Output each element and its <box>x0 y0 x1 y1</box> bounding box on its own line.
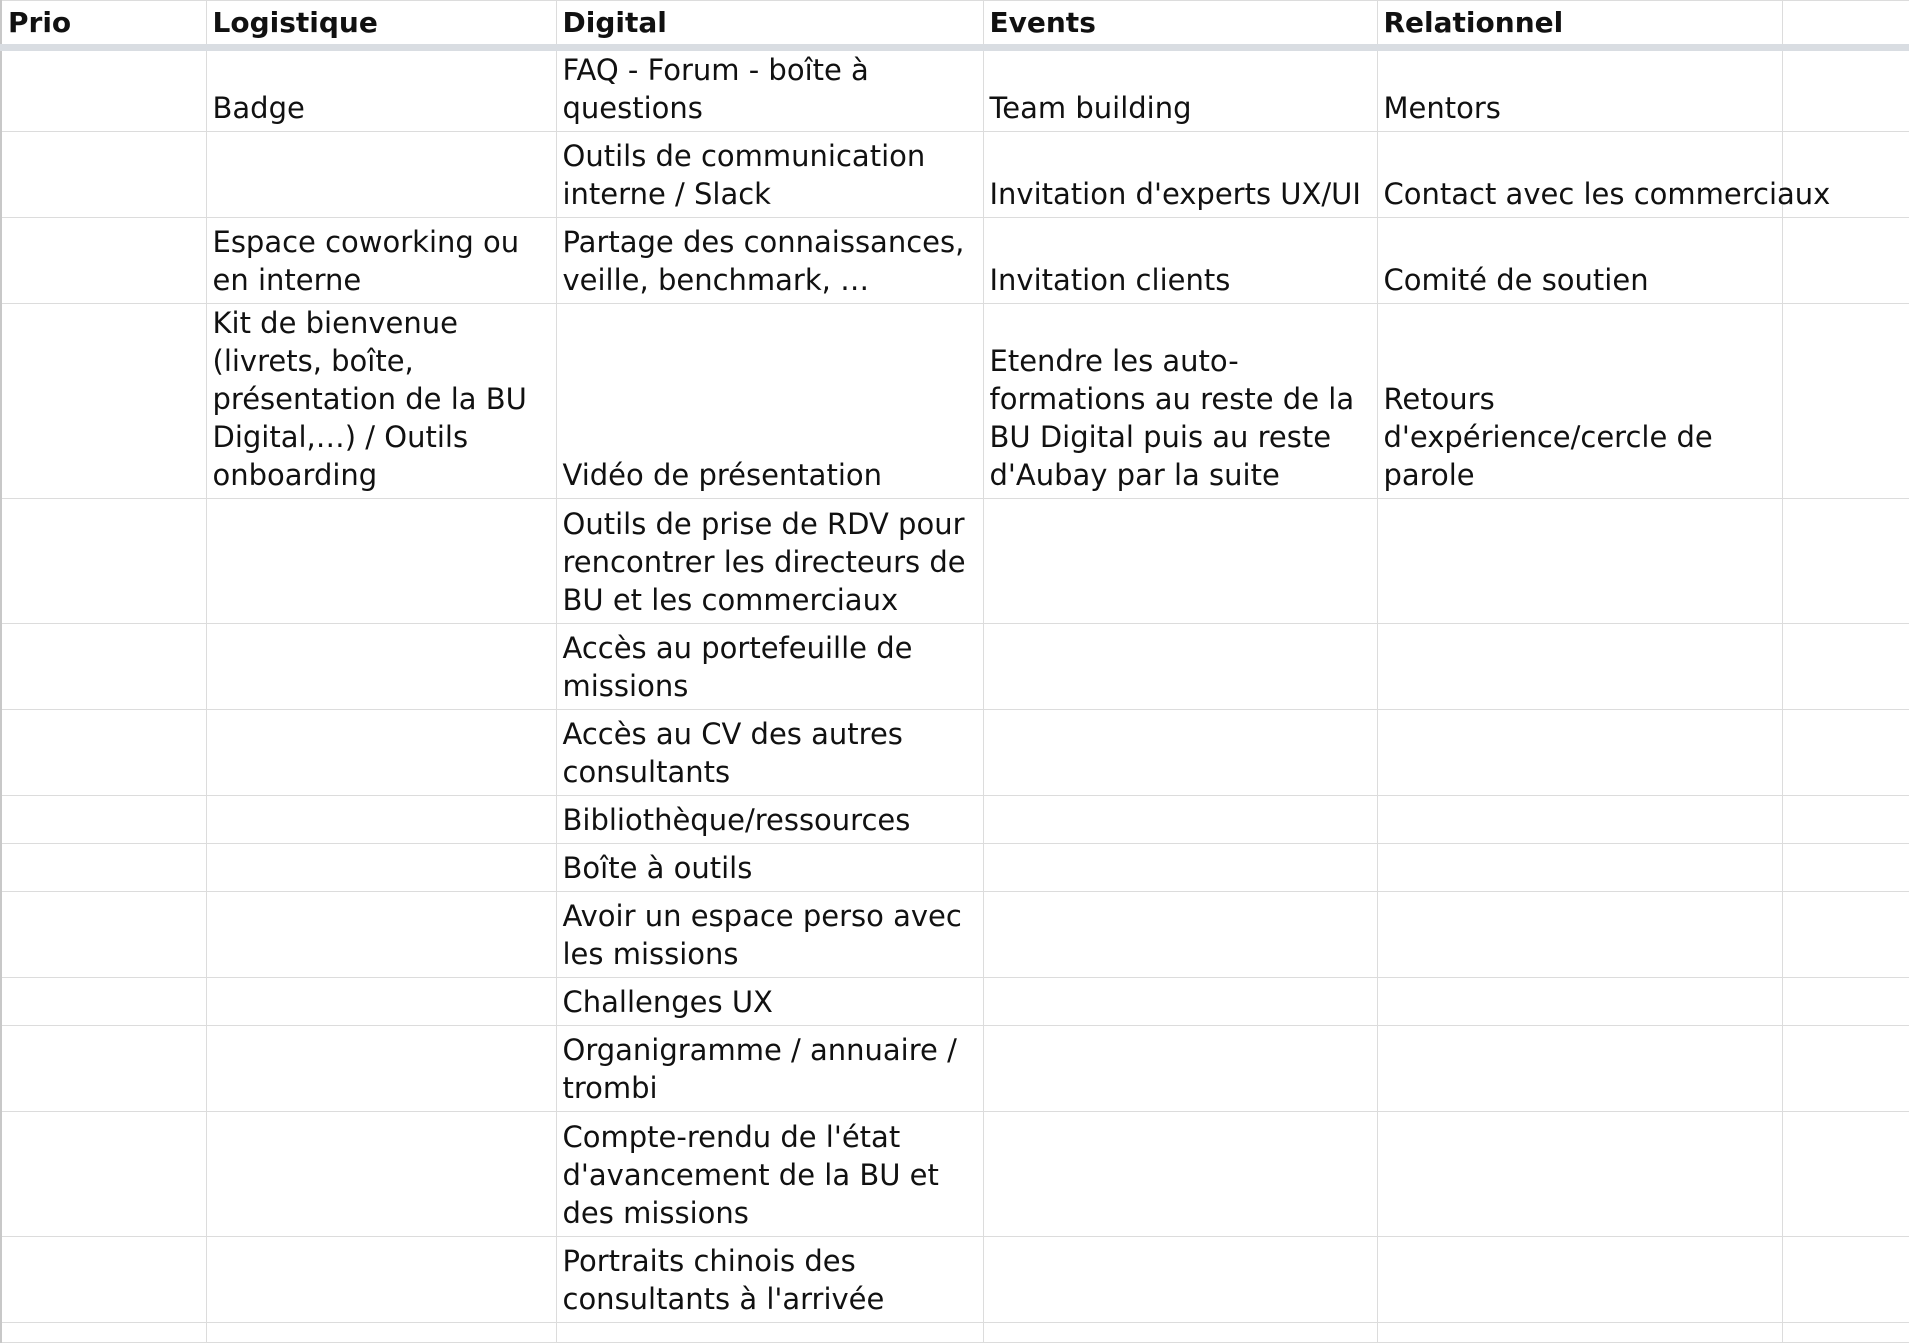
table-cell[interactable] <box>1377 844 1782 892</box>
table-cell[interactable] <box>1782 1323 1909 1343</box>
table-cell[interactable] <box>1377 1112 1782 1237</box>
table-cell[interactable] <box>1377 1237 1782 1323</box>
table-row <box>1 624 1909 710</box>
table-cell[interactable]: Espace coworking ou en interne <box>206 218 556 304</box>
table-cell[interactable]: Team building <box>983 48 1377 132</box>
table-cell[interactable] <box>206 1026 556 1112</box>
table-cell[interactable] <box>1377 710 1782 796</box>
table-cell[interactable] <box>1 304 206 499</box>
table-cell[interactable]: Challenges UX <box>556 978 983 1026</box>
table-row <box>1 892 1909 978</box>
table-cell[interactable] <box>1 499 206 624</box>
table-cell[interactable] <box>1377 796 1782 844</box>
table-cell[interactable] <box>1 978 206 1026</box>
table-cell[interactable] <box>983 499 1377 624</box>
table-cell[interactable] <box>1 624 206 710</box>
table-cell[interactable] <box>1 1026 206 1112</box>
table-cell[interactable] <box>983 624 1377 710</box>
table-cell[interactable] <box>206 1112 556 1237</box>
table-row <box>1 132 1909 218</box>
table-cell[interactable] <box>1 48 206 132</box>
table-cell[interactable]: Accès au portefeuille de missions <box>556 624 983 710</box>
header-row <box>1 1 1909 48</box>
table-cell[interactable] <box>1377 1323 1782 1343</box>
table-cell[interactable]: Vidéo de présentation <box>556 304 983 499</box>
table-cell[interactable] <box>983 1237 1377 1323</box>
table-cell[interactable] <box>206 892 556 978</box>
table-cell[interactable]: Portraits chinois des consultants à l'arrivée <box>556 1237 983 1323</box>
table-cell[interactable] <box>983 892 1377 978</box>
table-row <box>1 844 1909 892</box>
table-cell[interactable]: Comité de soutien <box>1377 218 1782 304</box>
table-cell[interactable] <box>983 710 1377 796</box>
table-cell[interactable] <box>1782 218 1909 304</box>
header-cell-logistique[interactable]: Logistique <box>206 1 556 48</box>
table-cell[interactable] <box>1 1237 206 1323</box>
table-row <box>1 978 1909 1026</box>
table-cell[interactable] <box>206 978 556 1026</box>
table-cell[interactable] <box>983 796 1377 844</box>
table-cell[interactable]: Retours d'expérience/cercle de parole <box>1377 304 1782 499</box>
table-cell[interactable] <box>1377 1026 1782 1112</box>
table-cell[interactable] <box>1782 48 1909 132</box>
table-cell[interactable] <box>1782 1026 1909 1112</box>
table-cell[interactable] <box>1 892 206 978</box>
table-cell[interactable]: Mentors <box>1377 48 1782 132</box>
table-cell[interactable]: Kit de bienvenue (livrets, boîte, présentation de la BU Digital,…) / Outils onboarding <box>206 304 556 499</box>
table-cell[interactable] <box>1782 978 1909 1026</box>
table-cell[interactable]: Partage des connaissances, veille, benchmark, … <box>556 218 983 304</box>
table-cell[interactable]: Contact avec les commerciaux <box>1377 132 1782 218</box>
table-cell[interactable] <box>206 499 556 624</box>
header-cell-events[interactable]: Events <box>983 1 1377 48</box>
table-cell[interactable]: Bibliothèque/ressources <box>556 796 983 844</box>
table-cell[interactable] <box>206 796 556 844</box>
table-cell[interactable] <box>1782 499 1909 624</box>
table-row <box>1 1237 1909 1323</box>
table-row <box>1 218 1909 304</box>
grid-body <box>1 48 1909 1343</box>
table-cell[interactable] <box>1377 892 1782 978</box>
table-cell[interactable]: Organigramme / annuaire / trombi <box>556 1026 983 1112</box>
header-cell-prio[interactable]: Prio <box>1 1 206 48</box>
table-row <box>1 1112 1909 1237</box>
table-cell[interactable] <box>206 132 556 218</box>
table-cell[interactable] <box>983 844 1377 892</box>
table-cell[interactable] <box>1 1112 206 1237</box>
table-row <box>1 499 1909 624</box>
header-cell-relationnel[interactable]: Relationnel <box>1377 1 1782 48</box>
table-cell[interactable] <box>1377 624 1782 710</box>
table-cell[interactable] <box>1782 796 1909 844</box>
table-cell[interactable] <box>1 1323 206 1343</box>
table-cell[interactable] <box>206 1323 556 1343</box>
table-cell[interactable] <box>1 132 206 218</box>
header-cell-digital[interactable]: Digital <box>556 1 983 48</box>
table-cell[interactable] <box>1782 710 1909 796</box>
table-cell[interactable] <box>206 1237 556 1323</box>
table-row <box>1 48 1909 132</box>
table-cell[interactable]: Outils de communication interne / Slack <box>556 132 983 218</box>
table-cell[interactable] <box>983 978 1377 1026</box>
table-cell[interactable] <box>1782 892 1909 978</box>
table-cell[interactable]: Accès au CV des autres consultants <box>556 710 983 796</box>
table-cell[interactable] <box>983 1112 1377 1237</box>
table-cell[interactable] <box>206 624 556 710</box>
table-cell[interactable]: FAQ - Forum - boîte à questions <box>556 48 983 132</box>
table-cell[interactable] <box>1 218 206 304</box>
table-cell[interactable] <box>1782 624 1909 710</box>
table-cell[interactable] <box>1782 844 1909 892</box>
table-cell[interactable] <box>983 1323 1377 1343</box>
table-cell[interactable] <box>1 796 206 844</box>
table-row <box>1 304 1909 499</box>
table-cell[interactable]: Avoir un espace perso avec les missions <box>556 892 983 978</box>
table-cell[interactable]: Compte-rendu de l'état d'avancement de la BU et des missions <box>556 1112 983 1237</box>
table-cell[interactable] <box>206 844 556 892</box>
table-row <box>1 1323 1909 1343</box>
table-cell[interactable] <box>1 844 206 892</box>
table-cell[interactable] <box>206 710 556 796</box>
table-cell[interactable]: Invitation d'experts UX/UI <box>983 132 1377 218</box>
table-cell[interactable]: Badge <box>206 48 556 132</box>
header-cell-empty[interactable] <box>1782 1 1909 48</box>
table-cell[interactable] <box>1377 978 1782 1026</box>
table-cell[interactable] <box>556 1323 983 1343</box>
table-cell[interactable]: Boîte à outils <box>556 844 983 892</box>
table-cell[interactable]: Outils de prise de RDV pour rencontrer les directeurs de BU et les commerciaux <box>556 499 983 624</box>
table-cell[interactable]: Invitation clients <box>983 218 1377 304</box>
table-row <box>1 1026 1909 1112</box>
table-cell[interactable]: Etendre les auto-formations au reste de la BU Digital puis au reste d'Aubay par la suite <box>983 304 1377 499</box>
table-cell[interactable] <box>1782 1237 1909 1323</box>
table-cell[interactable] <box>1 710 206 796</box>
table-cell[interactable] <box>1782 304 1909 499</box>
table-cell[interactable] <box>1782 1112 1909 1237</box>
table-row <box>1 710 1909 796</box>
table-cell[interactable] <box>1377 499 1782 624</box>
table-cell[interactable] <box>983 1026 1377 1112</box>
table-row <box>1 796 1909 844</box>
